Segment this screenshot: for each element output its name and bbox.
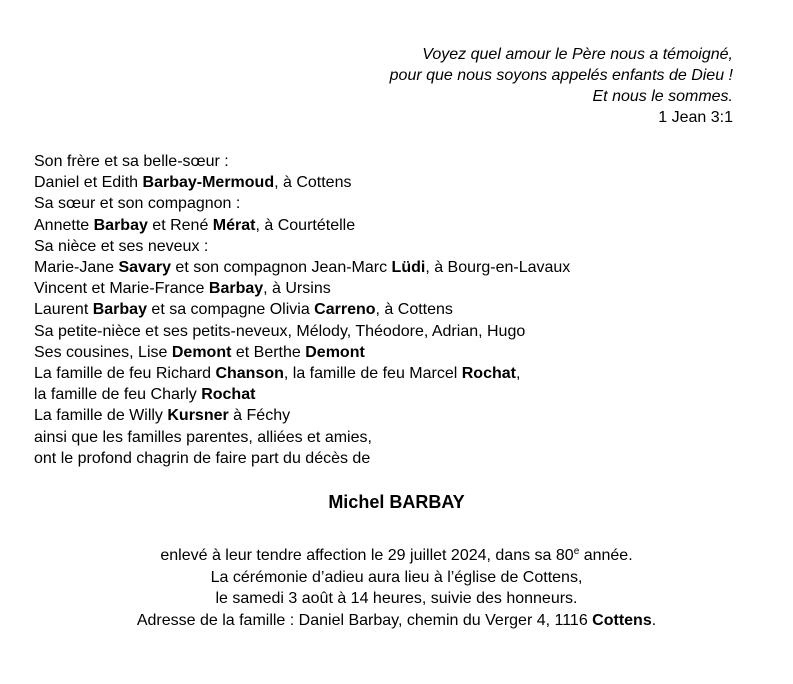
details-line: La cérémonie d’adieu aura lieu à l’église de Cottens, — [210, 568, 583, 586]
verse-reference: 1 Jean 3:1 — [658, 109, 733, 126]
details-line: enlevé à leur tendre affection le 29 juillet 2024, dans sa 80e année. — [160, 546, 633, 564]
family-address: Adresse de la famille : Daniel Barbay, chemin du Verger 4, 1116 Cottens. — [136, 611, 657, 629]
verse-line: Voyez quel amour le Père nous a témoigné, — [422, 46, 733, 63]
family-line: Son frère et sa belle-sœur : — [34, 153, 229, 170]
family-line: La famille de feu Richard Chanson, la famille de feu Marcel Rochat, — [34, 365, 521, 383]
family-line: ont le profond chagrin de faire part du décès de — [34, 449, 371, 467]
family-line: Laurent Barbay et sa compagne Olivia Carreno, à Cottens — [34, 301, 453, 319]
family-line: Annette Barbay et René Mérat, à Courtételle — [34, 216, 356, 234]
family-line: Marie-Jane Savary et son compagnon Jean-Marc Lüdi, à Bourg-en-Lavaux — [34, 259, 571, 277]
verse-line: pour que nous soyons appelés enfants de Dieu ! — [389, 67, 733, 84]
verse-line: Et nous le sommes. — [592, 88, 733, 105]
family-line: Sa petite-nièce et ses petits-neveux, Mélody, Théodore, Adrian, Hugo — [34, 322, 526, 340]
family-line: Ses cousines, Lise Demont et Berthe Demont — [34, 343, 365, 361]
deceased-name: Michel BARBAY — [328, 492, 465, 512]
funeral-details — [0, 541, 793, 631]
family-line: Daniel et Edith Barbay-Mermoud, à Cottens — [34, 174, 352, 192]
family-line: La famille de Willy Kursner à Féchy — [34, 407, 291, 425]
family-line: ainsi que les familles parentes, alliées et amies, — [34, 428, 372, 446]
details-line: le samedi 3 août à 14 heures, suivie des honneurs. — [215, 590, 578, 607]
family-line: Vincent et Marie-France Barbay, à Ursins — [34, 280, 331, 298]
family-line: Sa nièce et ses neveux : — [34, 237, 209, 255]
family-line: Sa sœur et son compagnon : — [34, 195, 241, 213]
family-list — [34, 151, 570, 469]
family-line: la famille de feu Charly Rochat — [34, 386, 256, 404]
bible-verse — [390, 44, 733, 128]
